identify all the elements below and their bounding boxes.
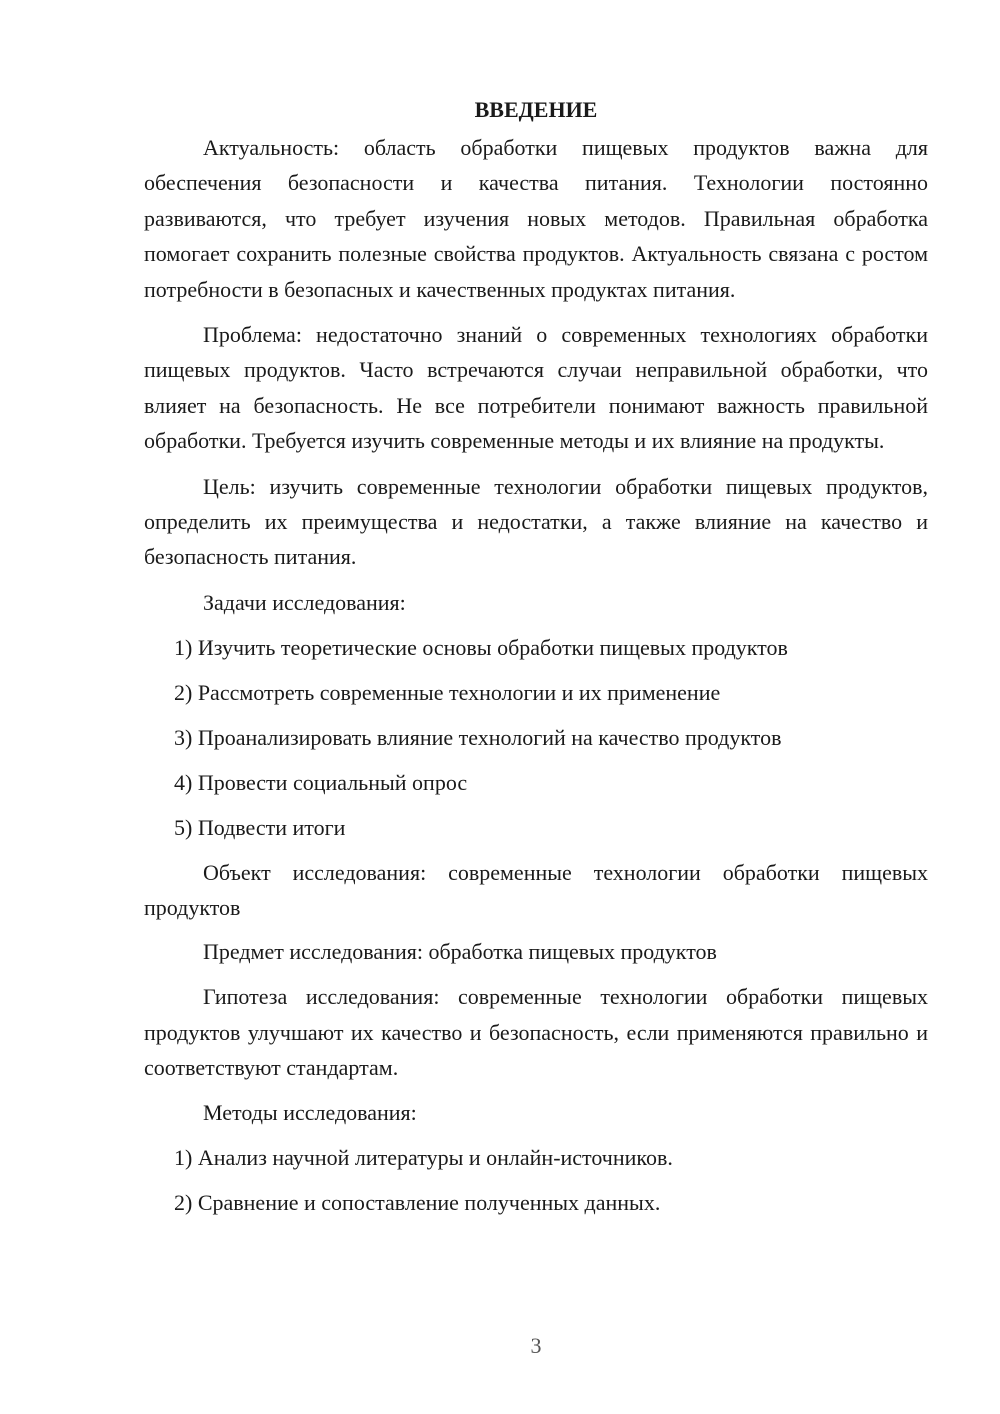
list-item: 5) Подвести итоги (174, 814, 346, 840)
list-item: 4) Провести социальный опрос (174, 769, 468, 795)
document-page (144, 92, 928, 1230)
subject-paragraph: Предмет исследования: обработка пищевых продуктов (203, 938, 717, 964)
object-paragraph: Объект исследования: современные технологии обработки пищевых продуктов (144, 859, 928, 921)
relevance-paragraph: Актуальность: область обработки пищевых продуктов важна для обеспечения безопасности и качества питания. Технологии постоянно развиваются, что требует изучения новых методов. Правильная обработка помогает сохранить полезные свойства продуктов. Актуальность связана с ростом потребности в безопасных и качественных продуктах питания. (144, 135, 928, 302)
list-item: 2) Сравнение и сопоставление полученных данных. (174, 1190, 661, 1216)
page-number: 3 (530, 1333, 542, 1358)
tasks-list (144, 630, 928, 845)
list-item: 1) Анализ научной литературы и онлайн-источников. (174, 1145, 673, 1171)
list-item: 1) Изучить теоретические основы обработки пищевых продуктов (174, 634, 788, 660)
list-item: 3) Проанализировать влияние технологий на качество продуктов (174, 724, 782, 750)
tasks-label: Задачи исследования: (203, 589, 406, 615)
goal-paragraph: Цель: изучить современные технологии обработки пищевых продуктов, определить их преимущества и недостатки, а также влияние на качество и безопасность питания. (144, 473, 928, 570)
list-item: 2) Рассмотреть современные технологии и их применение (174, 679, 721, 705)
methods-label: Методы исследования: (203, 1100, 417, 1126)
hypothesis-paragraph: Гипотеза исследования: современные технологии обработки пищевых продуктов улучшают их качество и безопасность, если применяются правильно и соответствуют стандартам. (144, 984, 928, 1080)
page-title: ВВЕДЕНИЕ (474, 97, 598, 122)
problem-paragraph: Проблема: недостаточно знаний о современных технологиях обработки пищевых продуктов. Часто встречаются случаи неправильной обработки, что влияет на безопасность. Не все потребители понимают важность правильной обработки. Требуется изучить современные методы и их влияние на продукты. (144, 322, 928, 454)
methods-list (144, 1140, 928, 1220)
